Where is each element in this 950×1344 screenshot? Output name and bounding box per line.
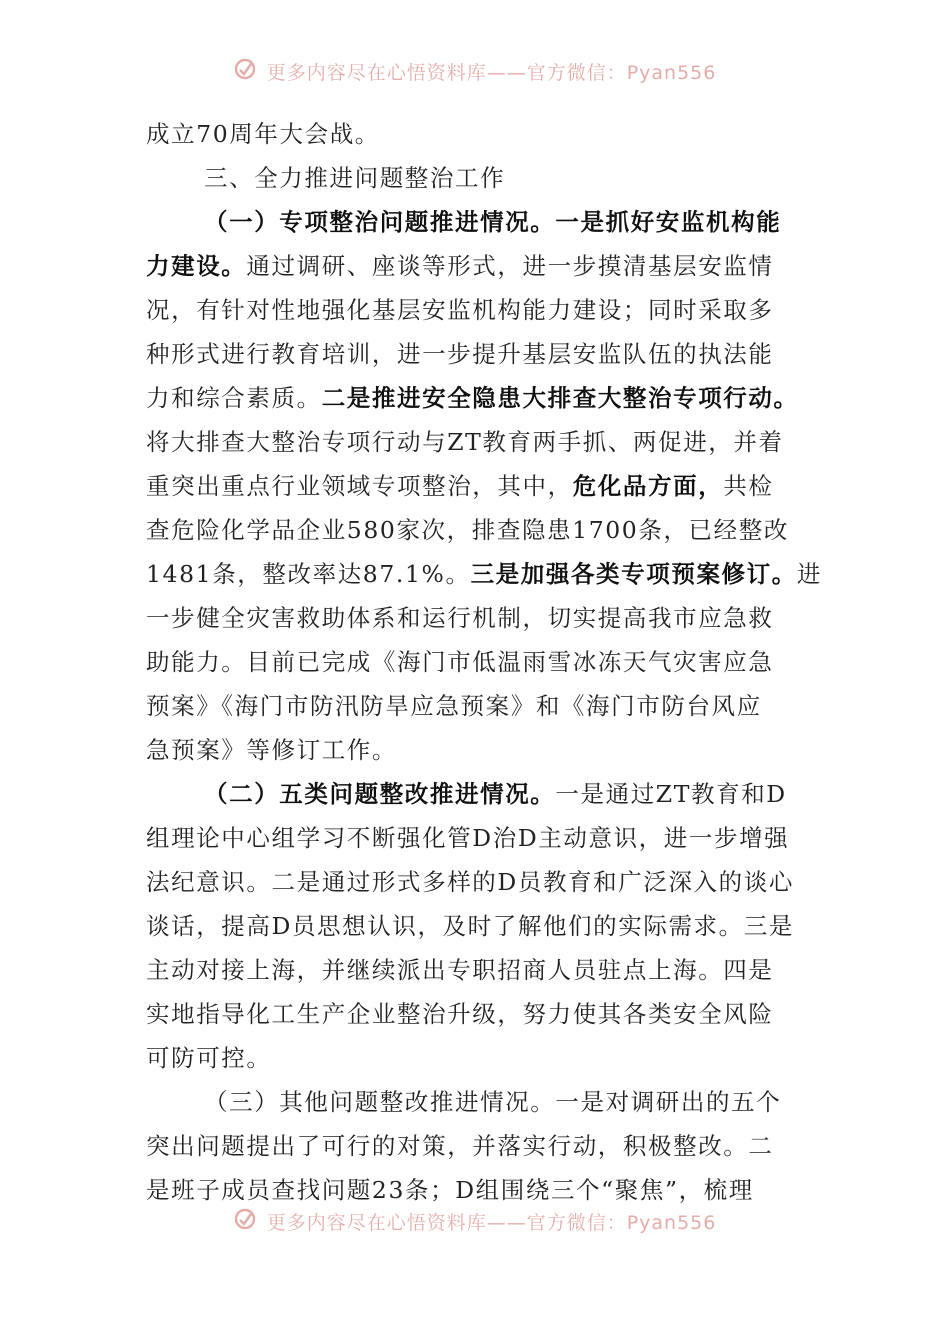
- bold-text-segment: 危化品方面，: [572, 472, 724, 500]
- text-line: [146, 244, 806, 288]
- bold-text-segment: 三是加强各类专项预案修订。: [470, 560, 797, 588]
- text-line: [146, 596, 806, 640]
- text-segment: 进: [796, 560, 822, 588]
- watermark-text: 更多内容尽在心悟资料库——官方微信：Pyan556: [266, 62, 717, 84]
- text-segment: 力和综合素质。: [146, 384, 322, 412]
- document-body: [146, 112, 822, 1212]
- text-line: [146, 992, 806, 1036]
- text-line: [146, 948, 806, 992]
- text-line: [146, 1080, 806, 1124]
- text-segment: 一步健全灾害救助体系和运行机制，切实提高我市应急救: [146, 604, 774, 632]
- text-line: [146, 376, 806, 420]
- text-segment: 是班子成员查找问题23条；D组围绕三个“聚焦”，梳理: [146, 1176, 754, 1204]
- watermark-logo-icon: [234, 1208, 256, 1235]
- text-line: [146, 860, 806, 904]
- text-segment: 可防可控。: [146, 1044, 272, 1072]
- text-line: [146, 816, 806, 860]
- text-segment: （三）其他问题整改推进情况。一是对调研出的五个: [204, 1088, 782, 1116]
- text-segment: 通过调研、座谈等形式，进一步摸清基层安监情: [246, 252, 774, 280]
- watermark-text: 更多内容尽在心悟资料库——官方微信：Pyan556: [266, 1212, 717, 1234]
- text-segment: 1481条，整改率达87.1%。: [146, 560, 471, 588]
- text-segment: 实地指导化工生产企业整治升级，努力使其各类安全风险: [146, 1000, 774, 1028]
- text-line: [146, 112, 806, 156]
- text-segment: 急预案》等修订工作。: [146, 736, 397, 764]
- text-segment: 共检: [723, 472, 774, 500]
- text-segment: 组理论中心组学习不断强化管D治D主动意识，进一步增强: [146, 824, 790, 852]
- text-segment: 助能力。目前已完成《海门市低温雨雪冰冻天气灾害应急: [146, 648, 774, 676]
- text-line: [146, 156, 806, 200]
- text-line: [146, 1124, 806, 1168]
- text-segment: 主动对接上海，并继续派出专职招商人员驻点上海。四是: [146, 956, 774, 984]
- text-segment: 重突出重点行业领域专项整治，其中，: [146, 472, 573, 500]
- text-line: [146, 728, 806, 772]
- text-line: [146, 420, 806, 464]
- text-line: [146, 1036, 806, 1080]
- text-line: [146, 684, 806, 728]
- text-line: [146, 772, 806, 816]
- text-line: [146, 552, 822, 596]
- text-line: [146, 288, 806, 332]
- text-segment: 法纪意识。二是通过形式多样的D员教育和广泛深入的谈心: [146, 868, 794, 896]
- text-segment: 一是通过ZT教育和D: [555, 780, 787, 808]
- text-line: [146, 640, 806, 684]
- text-line: [146, 1168, 806, 1212]
- text-segment: 将大排查大整治专项行动与ZT教育两手抓、两促进，并着: [146, 428, 784, 456]
- text-segment: 成立70周年大会战。: [146, 120, 380, 148]
- text-line: [146, 904, 806, 948]
- text-line: [146, 508, 806, 552]
- text-line: [146, 332, 806, 376]
- watermark-header: [0, 58, 950, 85]
- text-segment: 况，有针对性地强化基层安监机构能力建设；同时采取多: [146, 296, 774, 324]
- text-line: [146, 200, 806, 244]
- watermark-logo-icon: [234, 58, 256, 85]
- watermark-footer: [0, 1208, 950, 1235]
- bold-text-segment: 力建设。: [146, 252, 247, 280]
- bold-text-segment: （一）专项整治问题推进情况。一是抓好安监机构能: [204, 208, 782, 236]
- text-line: [146, 464, 806, 508]
- bold-text-segment: 二是推进安全隐患大排查大整治专项行动。: [321, 384, 799, 412]
- text-segment: 查危险化学品企业580家次，排查隐患1700条，已经整改: [146, 516, 789, 544]
- text-segment: 预案》《海门市防汛防旱应急预案》和《海门市防台风应: [146, 692, 762, 720]
- text-segment: 种形式进行教育培训，进一步提升基层安监队伍的执法能: [146, 340, 774, 368]
- text-segment: 突出问题提出了可行的对策，并落实行动，积极整改。二: [146, 1132, 774, 1160]
- text-segment: 三、全力推进问题整治工作: [204, 164, 506, 192]
- text-segment: 谈话，提高D员思想认识，及时了解他们的实际需求。三是: [146, 912, 794, 940]
- bold-text-segment: （二）五类问题整改推进情况。: [204, 780, 556, 808]
